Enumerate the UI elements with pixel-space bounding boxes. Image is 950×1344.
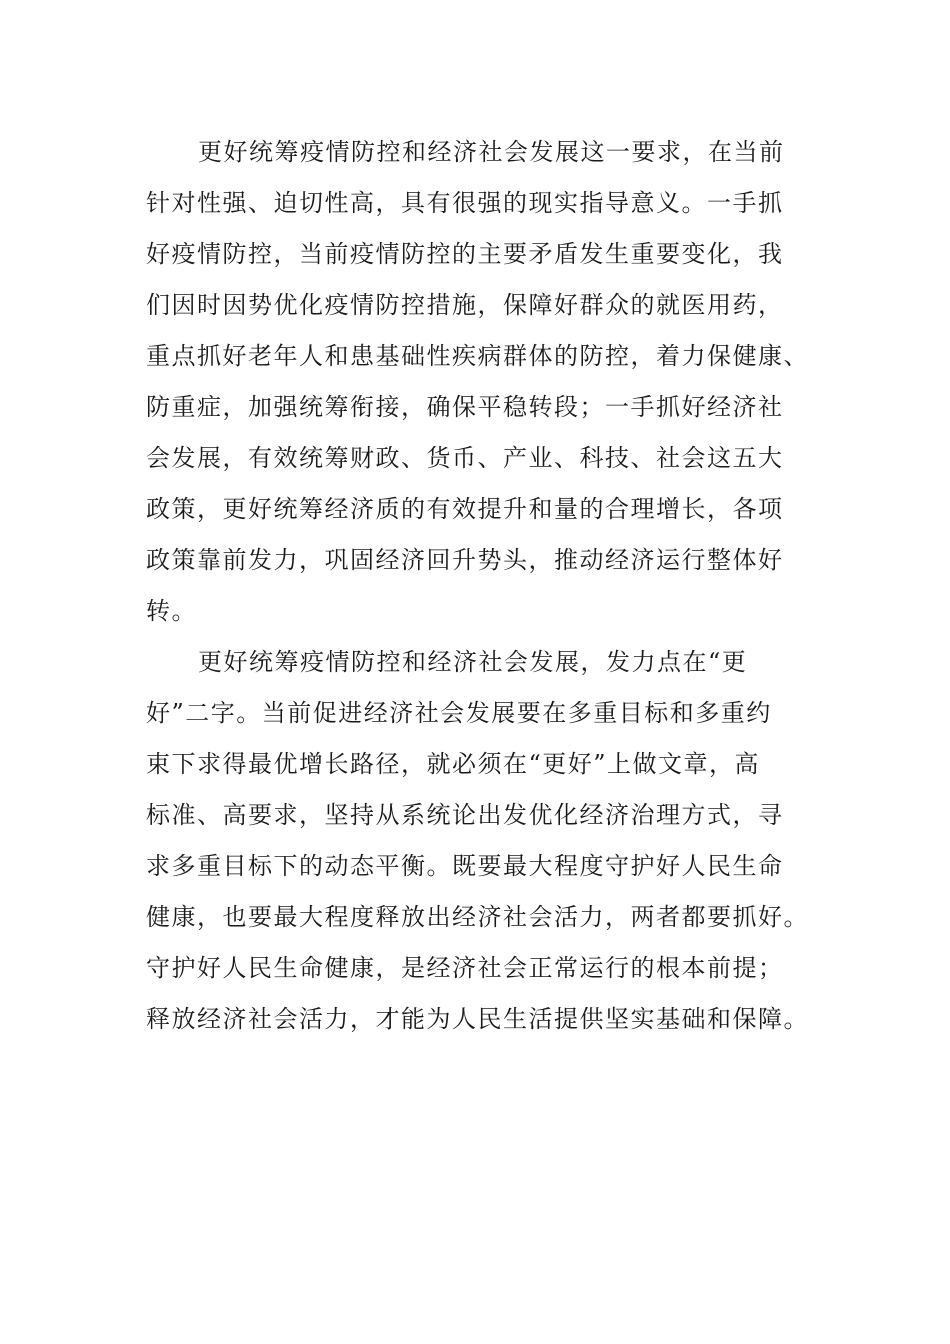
text-line: 会发展，有效统筹财政、货币、产业、科技、社会这五大: [146, 444, 784, 472]
paragraph-1: [146, 127, 809, 637]
text-line: 更好统筹疫情防控和经济社会发展，发力点在“更: [198, 648, 748, 676]
text-line: 重点抓好老年人和患基础性疾病群体的防控，着力保健康、: [146, 342, 809, 370]
text-line: 政策靠前发力，巩固经济回升势头，推动经济运行整体好: [146, 546, 784, 574]
text-line: 守护好人民生命健康，是经济社会正常运行的根本前提；: [146, 954, 784, 982]
text-line: 针对性强、迫切性高，具有很强的现实指导意义。一手抓: [146, 189, 784, 217]
text-line: 好疫情防控，当前疫情防控的主要矛盾发生重要变化，我: [146, 240, 784, 268]
text-line: 标准、高要求，坚持从系统论出发优化经济治理方式，寻: [146, 801, 784, 829]
text-line: 防重症，加强统筹衔接，确保平稳转段；一手抓好经济社: [146, 393, 784, 421]
text-line: 束下求得最优增长路径，就必须在“更好”上做文章，高: [146, 750, 761, 778]
text-line: 转。: [146, 597, 197, 625]
document-body: [146, 127, 809, 1045]
text-line: 健康，也要最大程度释放出经济社会活力，两者都要抓好。: [146, 903, 809, 931]
text-line: 政策，更好统筹经济质的有效提升和量的合理增长，各项: [146, 495, 784, 523]
text-line: 们因时因势优化疫情防控措施，保障好群众的就医用药，: [146, 291, 784, 319]
text-line: 求多重目标下的动态平衡。既要最大程度守护好人民生命: [146, 852, 784, 880]
text-line: 更好统筹疫情防控和经济社会发展这一要求，在当前: [198, 138, 785, 166]
text-line: 释放经济社会活力，才能为人民生活提供坚实基础和保障。: [146, 1005, 809, 1033]
paragraph-2: [146, 637, 809, 1045]
text-line: 好”二字。当前促进经济社会发展要在多重目标和多重约: [146, 699, 772, 727]
